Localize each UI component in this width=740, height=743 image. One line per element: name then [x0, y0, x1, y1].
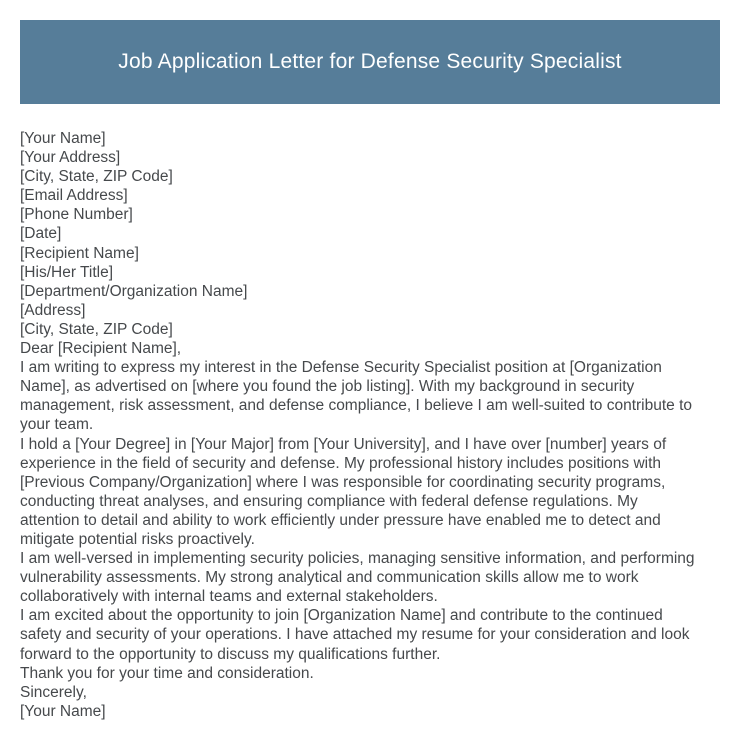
title-banner — [20, 20, 720, 104]
salutation-line: Dear [Recipient Name], — [20, 340, 182, 358]
paragraph-intro: I am writing to express my interest in the Defense Security Specialist position at [Organization Name], as advertised on [where you found the job listing]. With my background in security management, risk assessment, and defense compliance, I believe I am well-suited to contribute to your team. — [20, 359, 693, 434]
letter-body — [20, 129, 728, 721]
thanks-line: Thank you for your time and consideration. — [20, 664, 314, 682]
signature-line: [Your Name] — [20, 702, 106, 720]
signoff-line: Sincerely, — [20, 683, 87, 701]
sender-address-block: [Your Name] [Your Address] [City, State, ZIP Code] [Email Address] [Phone Number] [Date] — [20, 130, 173, 243]
paragraph-experience: I hold a [Your Degree] in [Your Major] from [Your University], and I have over [number] years of experience in the field of security and defense. My professional history includes positions with [Previous Company/Organization] where I was responsible for coordinating security programs, conducting threat analyses, and ensuring compliance with federal defense regulations. My attention to detail and ability to work efficiently under pressure have enabled me to detect and mitigate potential risks proactively. — [20, 435, 667, 548]
paragraph-closing: I am excited about the opportunity to join [Organization Name] and contribute to the continued safety and security of your operations. I have attached my resume for your consideration and look forward to the opportunity to discuss my qualifications further. — [20, 607, 690, 663]
page-title: Job Application Letter for Defense Security Specialist — [118, 50, 622, 73]
recipient-address-block: [Recipient Name] [His/Her Title] [Department/Organization Name] [Address] [City, State, ZIP Code] — [20, 244, 248, 338]
paragraph-skills: I am well-versed in implementing security policies, managing sensitive information, and performing vulnerability assessments. My strong analytical and communication skills allow me to work collaboratively with internal teams and external stakeholders. — [20, 550, 695, 606]
